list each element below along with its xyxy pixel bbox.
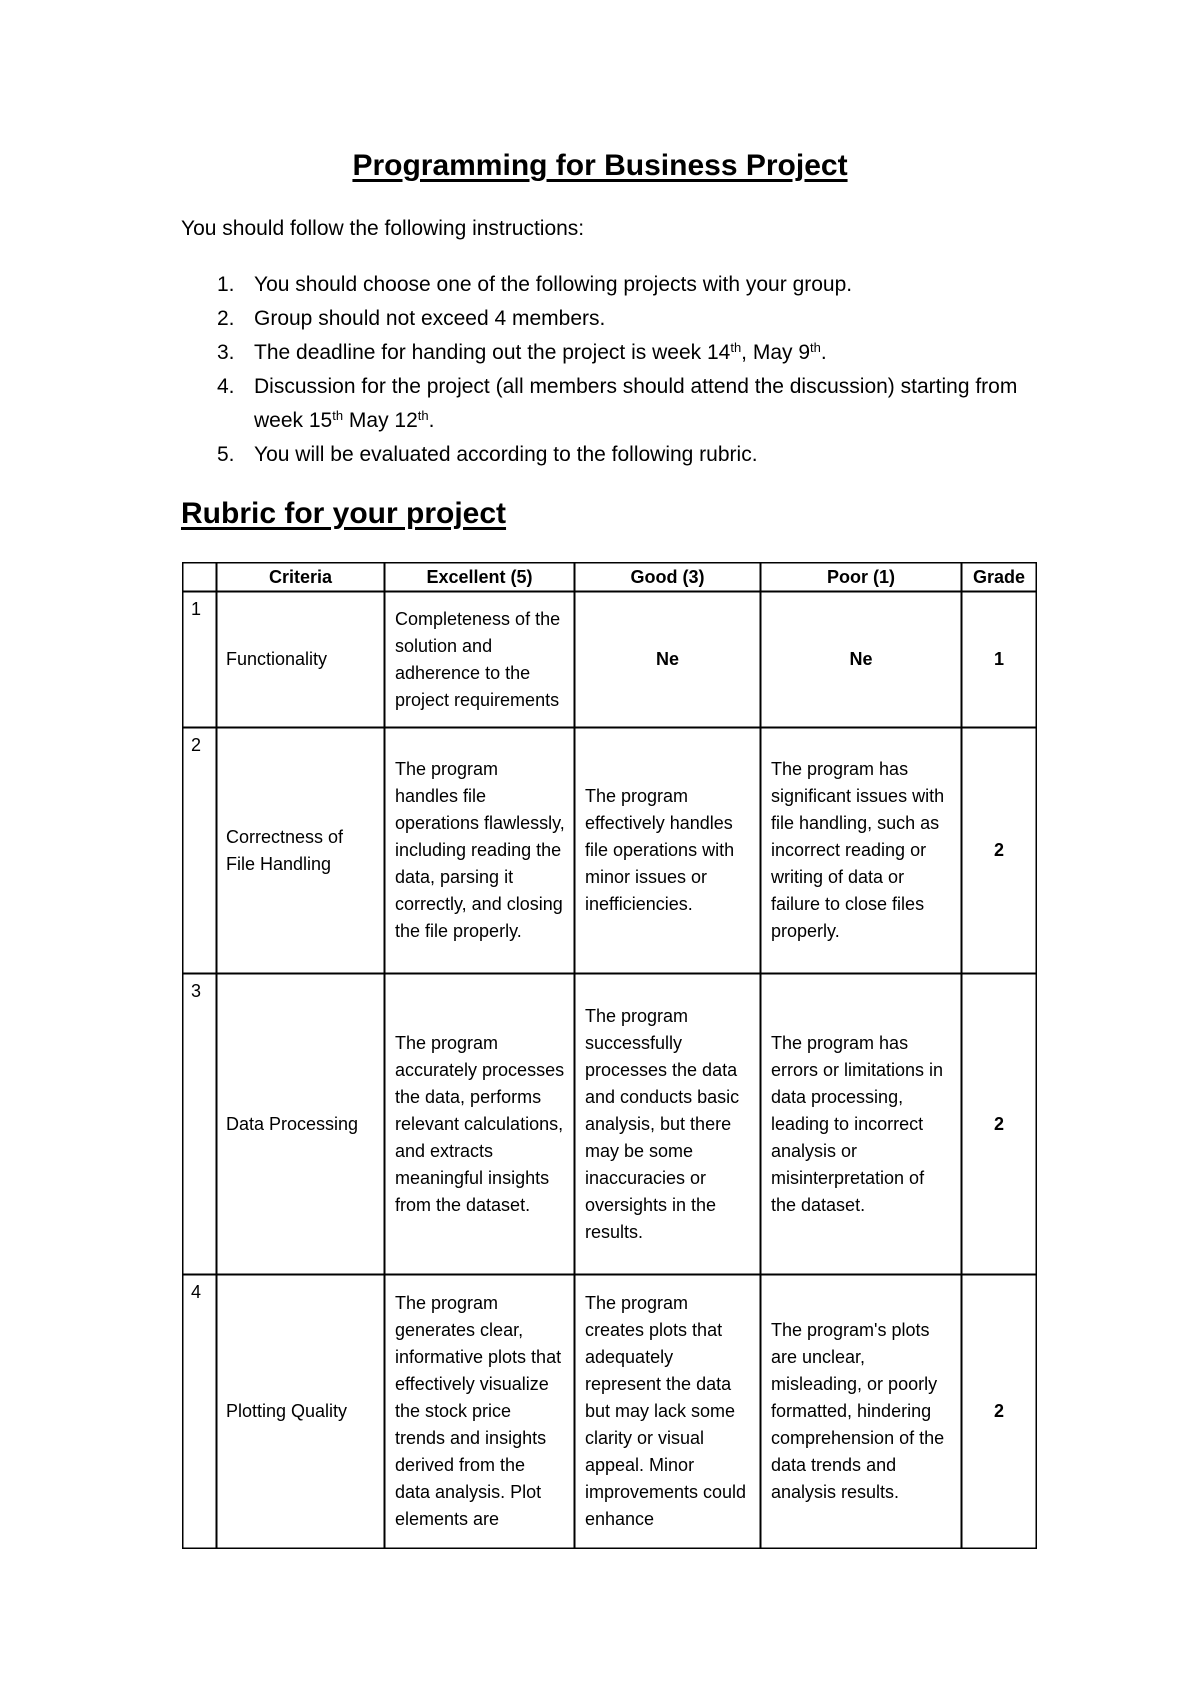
instruction-text bbox=[254, 375, 1017, 432]
instruction-text-part: , May 9 bbox=[741, 341, 811, 364]
grade-cell: 2 bbox=[962, 974, 1037, 1275]
ordinal-suffix: th bbox=[810, 340, 821, 355]
instruction-text: You should choose one of the following projects with your group. bbox=[254, 273, 853, 296]
grade-cell: 1 bbox=[962, 592, 1037, 728]
table-header-row bbox=[183, 563, 1037, 592]
instruction-text-part: May 12 bbox=[343, 409, 418, 432]
instruction-text bbox=[254, 341, 827, 364]
header-grade: Grade bbox=[962, 563, 1037, 592]
instruction-item bbox=[181, 302, 1061, 336]
table-row bbox=[183, 592, 1037, 728]
row-index: 4 bbox=[183, 1275, 217, 1549]
instruction-item bbox=[181, 336, 1061, 370]
criteria-cell: Functionality bbox=[217, 592, 385, 728]
instruction-text: Group should not exceed 4 members. bbox=[254, 307, 606, 330]
instruction-text-part: . bbox=[428, 409, 435, 432]
criteria-cell: Plotting Quality bbox=[217, 1275, 385, 1549]
instruction-number: 2. bbox=[217, 307, 235, 330]
ordinal-suffix: th bbox=[730, 340, 742, 355]
instruction-number: 5. bbox=[217, 443, 235, 466]
poor-cell: The program has significant issues with file handling, such as incorrect reading or writing of data or failure to close files properly. bbox=[761, 728, 962, 974]
header-excellent: Excellent (5) bbox=[385, 563, 575, 592]
excellent-cell: The program accurately processes the data, performs relevant calculations, and extracts meaningful insights from the dataset. bbox=[385, 974, 575, 1275]
table-row bbox=[183, 728, 1037, 974]
good-cell: Ne bbox=[575, 592, 761, 728]
rubric-heading: Rubric for your project bbox=[181, 497, 507, 530]
excellent-cell: The program generates clear, informative plots that effectively visualize the stock price trends and insights derived from the data analysis. Plot elements are bbox=[385, 1275, 575, 1549]
criteria-cell: Correctness of File Handling bbox=[217, 728, 385, 974]
poor-cell: The program has errors or limitations in data processing, leading to incorrect analysis or misinterpretation of the dataset. bbox=[761, 974, 962, 1275]
instruction-number: 3. bbox=[217, 341, 235, 364]
header-poor: Poor (1) bbox=[761, 563, 962, 592]
intro-text: You should follow the following instructions: bbox=[181, 217, 585, 240]
row-index: 3 bbox=[183, 974, 217, 1275]
excellent-cell: Completeness of the solution and adherence to the project requirements bbox=[385, 592, 575, 728]
row-index: 1 bbox=[183, 592, 217, 728]
grade-cell: 2 bbox=[962, 1275, 1037, 1549]
instruction-text-part: The deadline for handing out the project is week 14 bbox=[254, 341, 731, 364]
header-index bbox=[183, 563, 217, 592]
instruction-text: You will be evaluated according to the following rubric. bbox=[254, 443, 758, 466]
table-row bbox=[183, 1275, 1037, 1549]
instructions-list bbox=[181, 268, 1061, 472]
instruction-number: 4. bbox=[217, 375, 235, 398]
poor-cell: The program's plots are unclear, misleading, or poorly formatted, hindering comprehension of the data trends and analysis results. bbox=[761, 1275, 962, 1549]
instruction-item bbox=[181, 268, 1061, 302]
header-good: Good (3) bbox=[575, 563, 761, 592]
row-index: 2 bbox=[183, 728, 217, 974]
good-cell: The program creates plots that adequately represent the data but may lack some clarity or visual appeal. Minor improvements could enhance bbox=[575, 1275, 761, 1549]
instruction-text-part: . bbox=[820, 341, 827, 364]
instruction-item bbox=[181, 438, 1061, 472]
document-title: Programming for Business Project bbox=[352, 149, 848, 182]
poor-cell: Ne bbox=[761, 592, 962, 728]
ordinal-suffix: th bbox=[417, 408, 429, 423]
excellent-cell: The program handles file operations flawlessly, including reading the data, parsing it correctly, and closing the file properly. bbox=[385, 728, 575, 974]
ordinal-suffix: th bbox=[332, 408, 344, 423]
good-cell: The program effectively handles file operations with minor issues or inefficiencies. bbox=[575, 728, 761, 974]
instruction-item bbox=[181, 370, 1061, 438]
instruction-number: 1. bbox=[217, 273, 235, 296]
good-cell: The program successfully processes the data and conducts basic analysis, but there may be some inaccuracies or oversights in the results. bbox=[575, 974, 761, 1275]
criteria-cell: Data Processing bbox=[217, 974, 385, 1275]
grade-cell: 2 bbox=[962, 728, 1037, 974]
header-criteria: Criteria bbox=[217, 563, 385, 592]
rubric-table bbox=[182, 562, 1037, 1549]
table-row bbox=[183, 974, 1037, 1275]
instruction-text-part: Discussion for the project (all members should attend the discussion) starting from week 15 bbox=[254, 375, 1018, 432]
